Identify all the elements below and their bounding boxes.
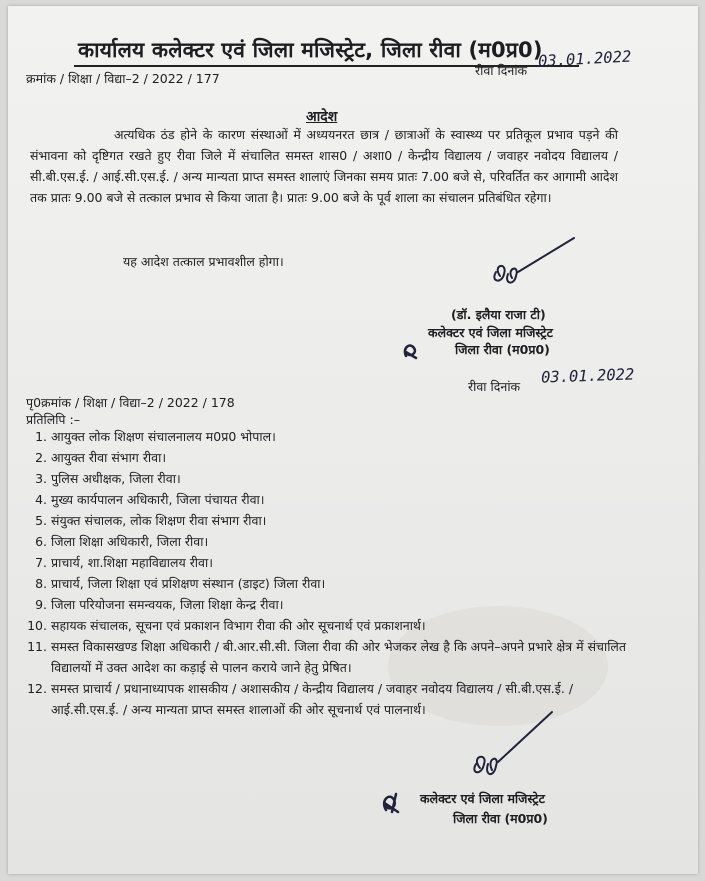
collector-signature-1 (478, 234, 598, 294)
list-item: 10. सहायक संचालक, सूचना एवं प्रकाशन विभाग रीवा की ओर सूचनार्थ एवं प्रकाशनार्थ। (27, 618, 426, 633)
list-item: 7. प्राचार्य, शा.शिक्षा महाविद्यालय रीवा। (35, 555, 213, 570)
list-item: 12. समस्त प्राचार्य / प्रधानाध्यापक शासकीय / अशासकीय / केन्द्रीय विद्यालय / जवाहर नवोदय विद्यालय / सी.बी.एस.ई. / आई.सी.एस.ई. / अन्य मान्यता प्राप्त समस्त शालाओं की ओर सूचनार्थ एवं पालनार्थ। (27, 681, 574, 717)
endorsement-date-handwritten: 03.01.2022 (540, 365, 635, 387)
order-body: अत्यधिक ठंड होने के कारण संस्थाओं में अध्ययनरत छात्र / छात्राओं के स्वास्थ्य पर प्रतिकूल प्रभाव पड़ने की संभावना को दृष्टिगत रखते हुए रीवा जिले में संचालित समस्त शास0 / अशा0 / केन्द्रीय विद्यालय / जवाहर नवोदय विद्यालय / सी.बी.एस.ई. / आई.सी.एस.ई. / अन्य मान्यता प्राप्त समस्त शालाएं जिनका समय प्रातः 7.00 बजे से, परिवर्तित कर आगामी आदेश तक प्रातः 9.00 बजे से तत्काल प्रभाव से किया जाता है। प्रातः 9.00 बजे के पूर्व शाला का संचालन प्रतिबंधित रहेगा। (30, 127, 618, 205)
collector-district-1: जिला रीवा (म0प्र0) (455, 342, 550, 357)
order-effective-note: यह आदेश तत्काल प्रभावशील होगा। (123, 254, 284, 269)
list-item: 11. समस्त विकासखण्ड शिक्षा अधिकारी / बी.आर.सी.सी. जिला रीवा की ओर भेजकर लेख है कि अपने–अपने प्रभारे क्षेत्र में संचालित विद्यालयों में उक्त आदेश का कड़ाई से पालन कराये जाने हेतु प्रेषित। (27, 639, 627, 675)
recipient-list (25, 426, 630, 720)
list-item: 5. संयुक्त संचालक, लोक शिक्षण रीवा संभाग रीवा। (35, 513, 267, 528)
collector-designation-1: कलेक्टर एवं जिला मजिस्ट्रेट (428, 325, 553, 340)
order-heading: आदेश (306, 109, 338, 125)
initial-mark-2 (378, 788, 406, 816)
initial-mark-1 (400, 338, 424, 362)
collector-designation-2: कलेक्टर एवं जिला मजिस्ट्रेट (420, 791, 545, 806)
copy-to-label: प्रतिलिपि :– (26, 412, 80, 427)
endorsement-date-label: रीवा दिनांक (468, 379, 521, 394)
list-item: 8. प्राचार्य, जिला शिक्षा एवं प्रशिक्षण संस्थान (डाइट) जिला रीवा। (35, 576, 326, 591)
office-title: कार्यालय कलेक्टर एवं जिला मजिस्ट्रेट, जिला रीवा (म0प्र0) (78, 38, 543, 62)
order-date-handwritten: 03.01.2022 (537, 47, 632, 71)
list-item: 3. पुलिस अधीक्षक, जिला रीवा। (35, 471, 181, 486)
collector-name: (डॉ. इलैया राजा टी) (451, 307, 546, 322)
endorsement-reference-number: पृ0क्रमांक / शिक्षा / विद्या–2 / 2022 / 178 (26, 395, 235, 410)
document-page (8, 6, 698, 874)
list-item: 9. जिला परियोजना समन्वयक, जिला शिक्षा केन्द्र रीवा। (35, 597, 284, 612)
collector-signature-2 (460, 706, 570, 786)
list-item: 1. आयुक्त लोक शिक्षण संचालनालय म0प्र0 भोपाल। (35, 429, 276, 444)
list-item: 2. आयुक्त रीवा संभाग रीवा। (35, 450, 167, 465)
list-item: 4. मुख्य कार्यपालन अधिकारी, जिला पंचायत रीवा। (35, 492, 265, 507)
collector-district-2: जिला रीवा (म0प्र0) (453, 811, 548, 826)
order-reference-number: क्रमांक / शिक्षा / विद्या–2 / 2022 / 177 (26, 71, 220, 86)
list-item: 6. जिला शिक्षा अधिकारी, जिला रीवा। (35, 534, 209, 549)
order-date-label: रीवा दिनांक (475, 63, 528, 78)
